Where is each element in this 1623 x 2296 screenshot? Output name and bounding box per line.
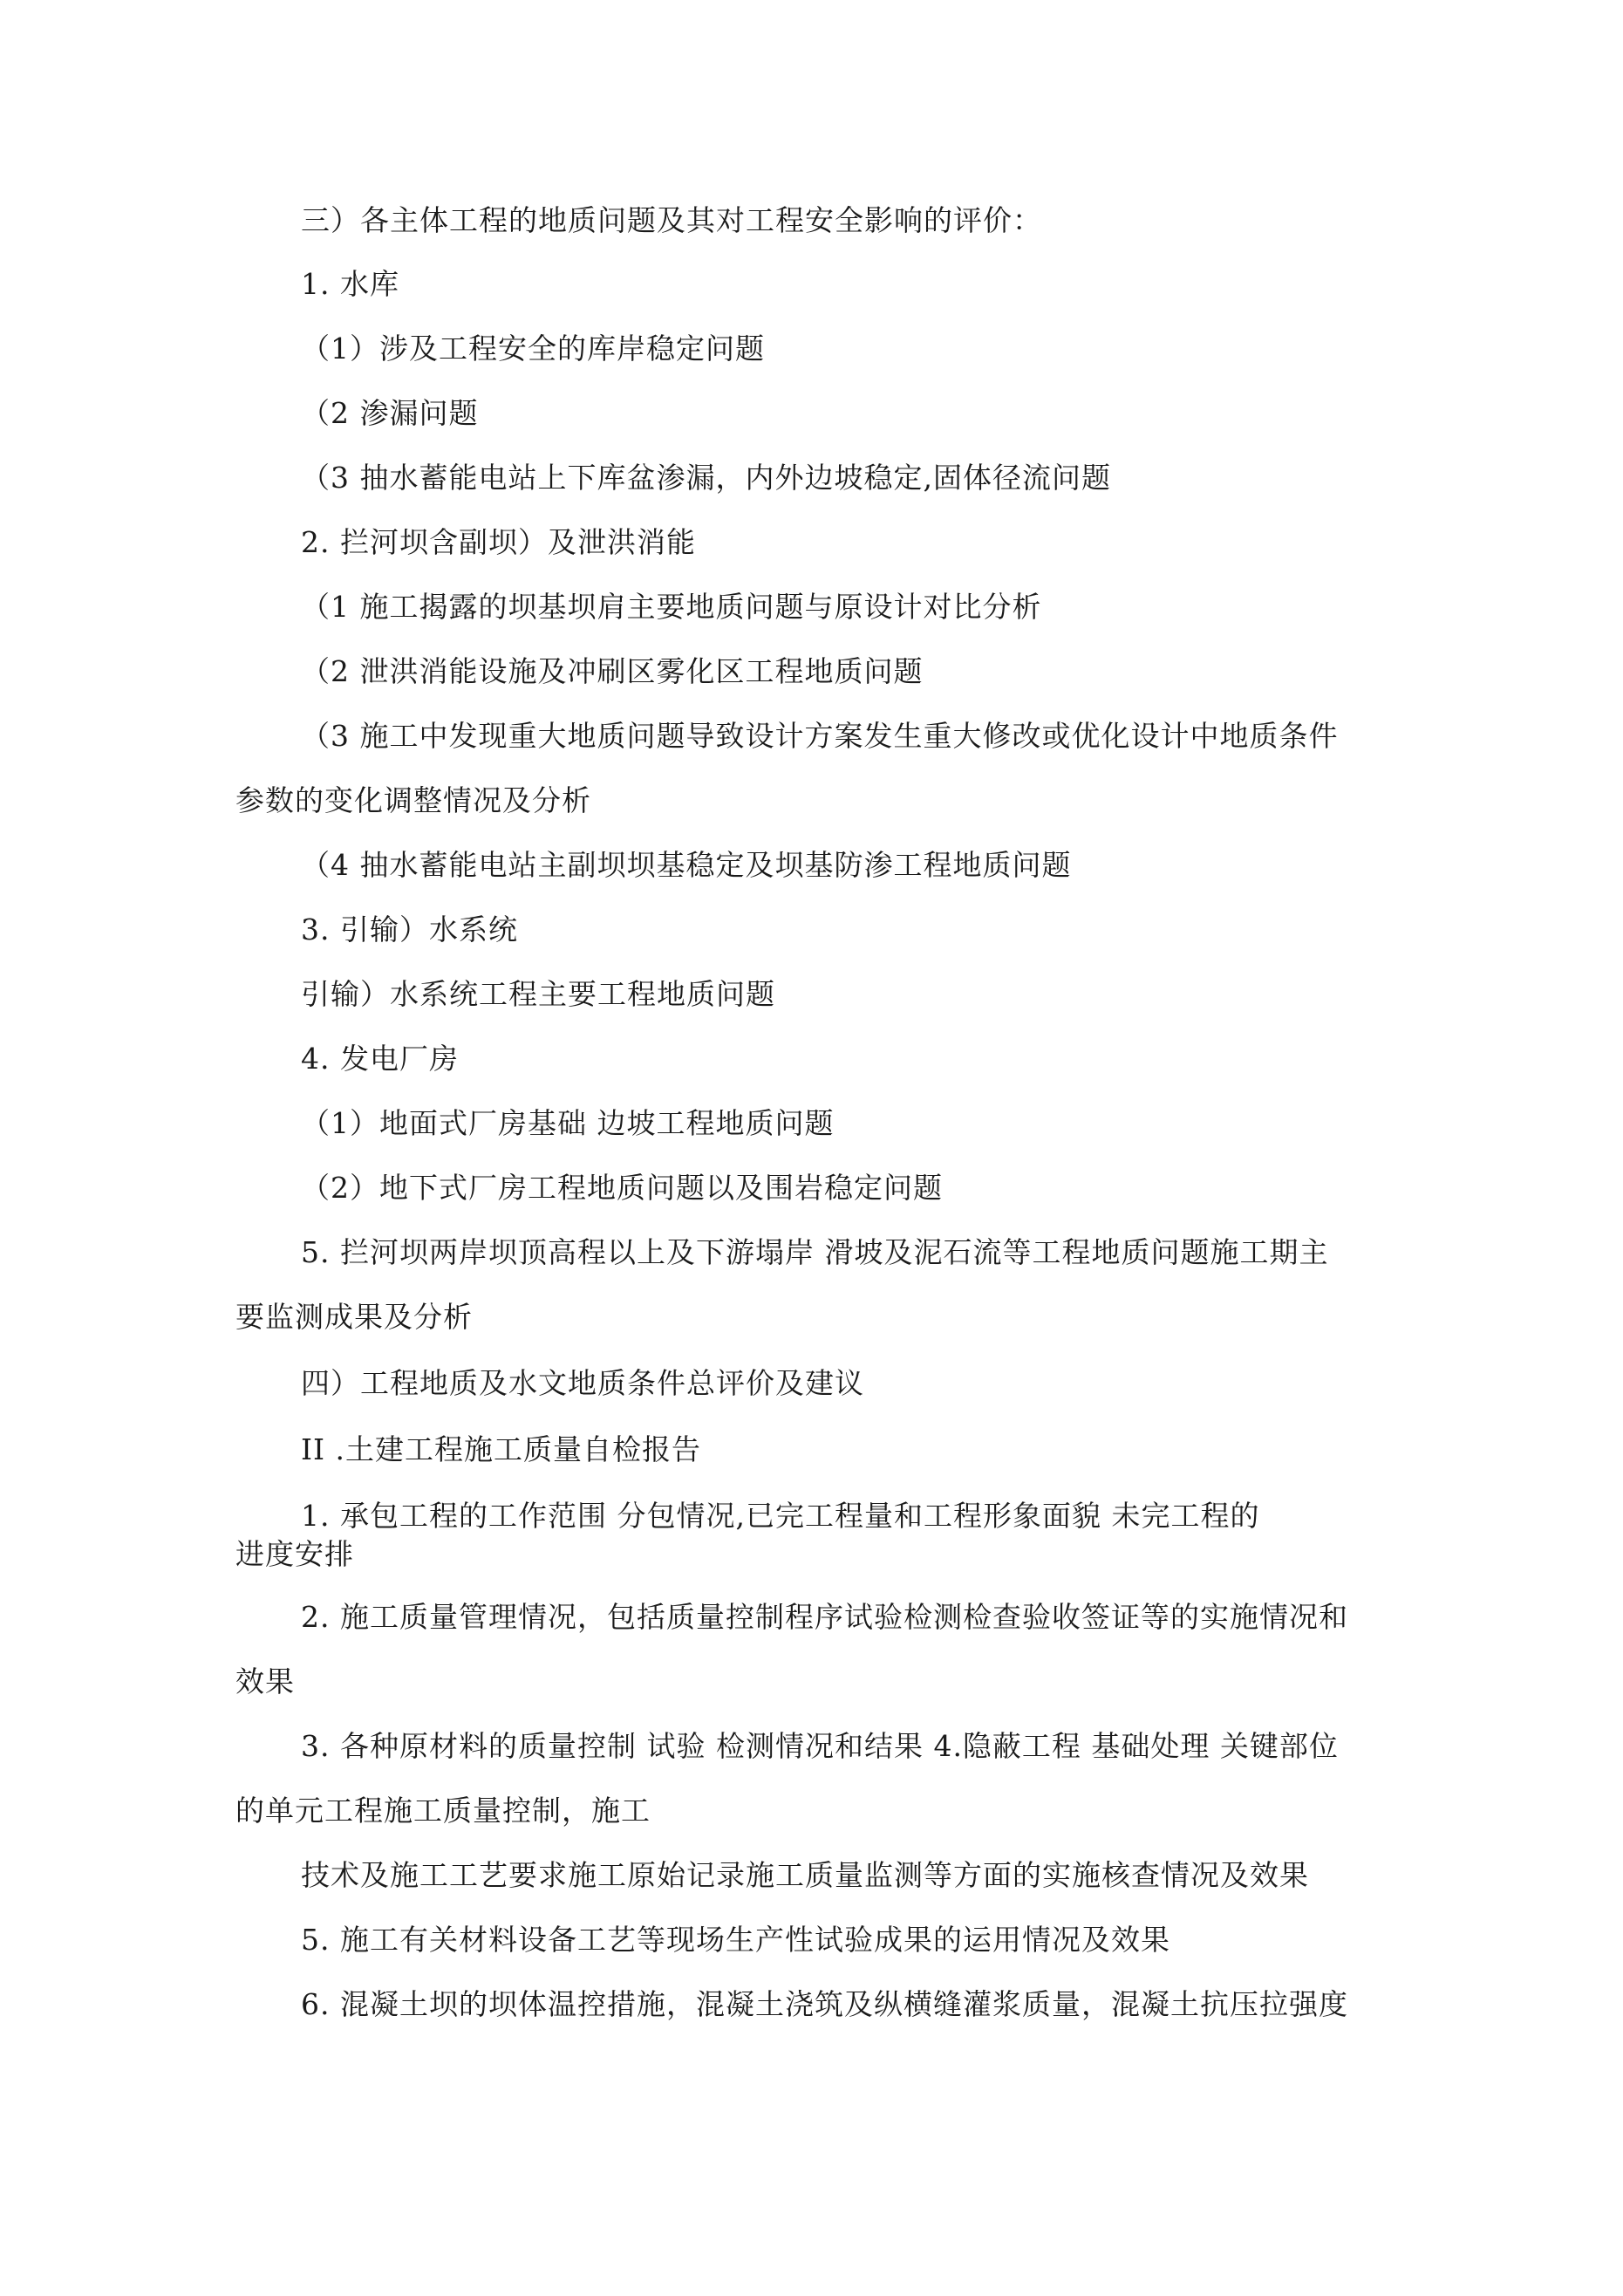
item-line: 1. 承包工程的工作范围 分包情况,已完工程量和工程形象面貌 未完工程的: [301, 1499, 1260, 1533]
item-line-continued: 效果: [235, 1664, 295, 1698]
item-line: （2）地下式厂房工程地质问题以及围岩稳定问题: [301, 1171, 943, 1205]
item-line-continued: 进度安排: [235, 1537, 354, 1571]
item-reservoir: 1. 水库: [301, 267, 399, 301]
item-line: （3 抽水蓄能电站上下库盆渗漏，内外边坡稳定,固体径流问题: [301, 461, 1111, 495]
item-dam: 2. 拦河坝含副坝）及泄洪消能: [301, 525, 696, 559]
item-line: （1）地面式厂房基础 边坡工程地质问题: [301, 1106, 835, 1140]
item-line: 5. 拦河坝两岸坝顶高程以上及下游塌岸 滑坡及泥石流等工程地质问题施工期主: [301, 1235, 1329, 1269]
section-heading-4: 四）工程地质及水文地质条件总评价及建议: [301, 1366, 864, 1400]
item-line: 引输）水系统工程主要工程地质问题: [301, 977, 775, 1011]
section-heading-3: 三）各主体工程的地质问题及其对工程安全影响的评价：: [301, 203, 1042, 237]
item-line: 6. 混凝土坝的坝体温控措施，混凝土浇筑及纵横缝灌浆质量，混凝土抗压拉强度: [301, 1987, 1348, 2021]
item-line: （1）涉及工程安全的库岸稳定问题: [301, 331, 765, 366]
item-line-continued: 的单元工程施工质量控制，施工: [235, 1794, 651, 1828]
item-line: （2 渗漏问题: [301, 396, 479, 430]
section-heading-ii: II .土建工程施工质量自检报告: [301, 1432, 702, 1466]
item-powerhouse: 4. 发电厂房: [301, 1042, 459, 1076]
item-line-continued: 要监测成果及分析: [235, 1300, 473, 1334]
item-line: 5. 施工有关材料设备工艺等现场生产性试验成果的运用情况及效果: [301, 1923, 1170, 1957]
item-line: （4 抽水蓄能电站主副坝坝基稳定及坝基防渗工程地质问题: [301, 848, 1072, 882]
item-water-system: 3. 引输）水系统: [301, 912, 518, 946]
item-line: 技术及施工工艺要求施工原始记录施工质量监测等方面的实施核查情况及效果: [301, 1858, 1309, 1892]
item-line: （1 施工揭露的坝基坝肩主要地质问题与原设计对比分析: [301, 590, 1042, 624]
item-line-continued: 参数的变化调整情况及分析: [235, 783, 591, 817]
item-line: （2 泄洪消能设施及冲刷区雾化区工程地质问题: [301, 654, 924, 688]
item-line: 2. 施工质量管理情况，包括质量控制程序试验检测检查验收签证等的实施情况和: [301, 1600, 1348, 1634]
item-line: 3. 各种原材料的质量控制 试验 检测情况和结果 4.隐蔽工程 基础处理 关键部位: [301, 1729, 1339, 1763]
item-line: （3 施工中发现重大地质问题导致设计方案发生重大修改或优化设计中地质条件: [301, 719, 1339, 753]
